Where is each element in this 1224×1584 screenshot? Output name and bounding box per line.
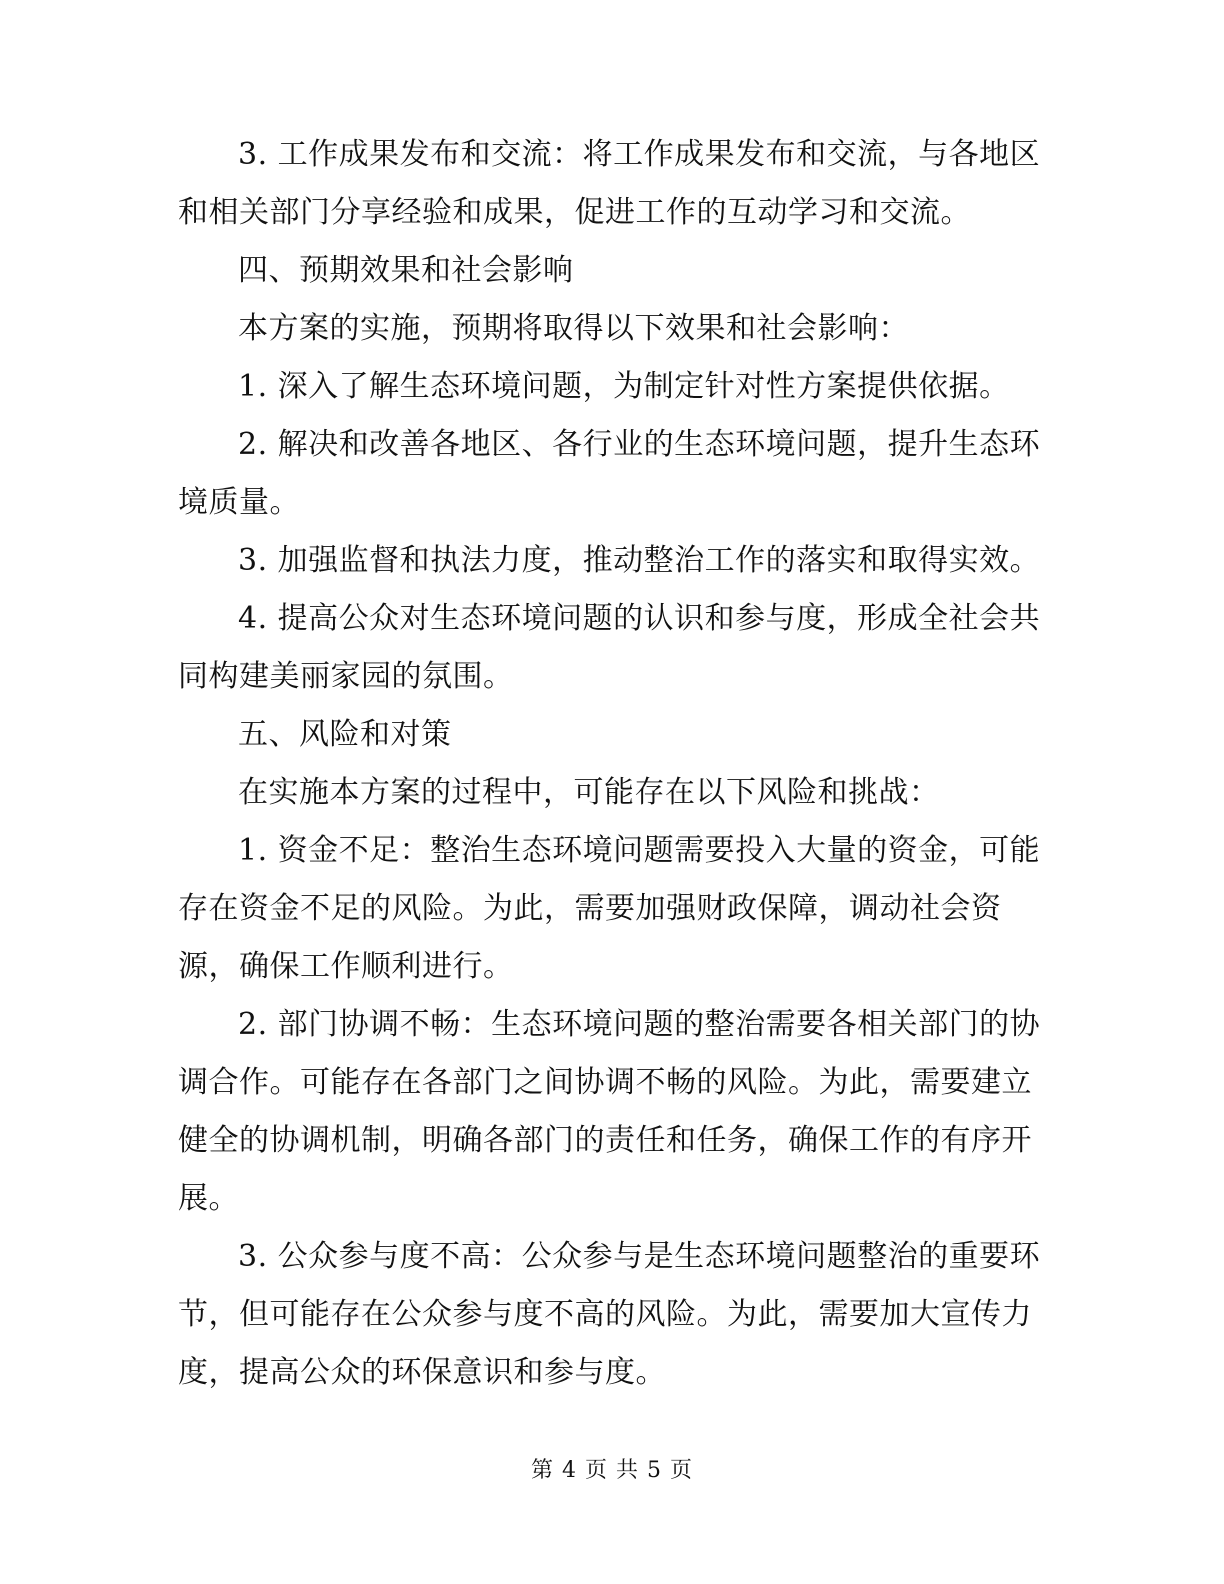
text-line: 源，确保工作顺利进行。 [178, 949, 514, 984]
text-line: 同构建美丽家园的氛围。 [178, 659, 514, 694]
text-line: 和相关部门分享经验和成果，促进工作的互动学习和交流。 [178, 195, 971, 230]
text-line: 1. 资金不足：整治生态环境问题需要投入大量的资金，可能 [238, 833, 1041, 868]
text-line: 1. 深入了解生态环境问题，为制定针对性方案提供依据。 [238, 369, 1010, 404]
text-line: 五、风险和对策 [238, 717, 452, 752]
text-line: 节，但可能存在公众参与度不高的风险。为此，需要加大宣传力 [178, 1297, 1032, 1332]
text-line: 存在资金不足的风险。为此，需要加强财政保障，调动社会资 [178, 891, 1002, 926]
text-line: 在实施本方案的过程中，可能存在以下风险和挑战： [238, 775, 940, 810]
text-line: 本方案的实施，预期将取得以下效果和社会影响： [238, 311, 909, 346]
text-line: 3. 公众参与度不高：公众参与是生态环境问题整治的重要环 [238, 1239, 1041, 1274]
text-line: 境质量。 [178, 485, 300, 520]
text-line: 调合作。可能存在各部门之间协调不畅的风险。为此，需要建立 [178, 1065, 1032, 1100]
text-line: 2. 解决和改善各地区、各行业的生态环境问题，提升生态环 [238, 427, 1041, 462]
text-line: 度，提高公众的环保意识和参与度。 [178, 1355, 666, 1390]
document-body [178, 126, 1048, 1402]
text-line: 2. 部门协调不畅：生态环境问题的整治需要各相关部门的协 [238, 1007, 1041, 1042]
text-line: 健全的协调机制，明确各部门的责任和任务，确保工作的有序开 [178, 1123, 1032, 1158]
page-footer: 第 4 页 共 5 页 [531, 1458, 693, 1483]
text-line: 3. 加强监督和执法力度，推动整治工作的落实和取得实效。 [238, 543, 1041, 578]
text-line: 4. 提高公众对生态环境问题的认识和参与度，形成全社会共 [238, 601, 1041, 636]
text-line: 3. 工作成果发布和交流：将工作成果发布和交流，与各地区 [238, 137, 1041, 172]
text-line: 四、预期效果和社会影响 [238, 253, 574, 288]
text-line: 展。 [178, 1181, 239, 1216]
